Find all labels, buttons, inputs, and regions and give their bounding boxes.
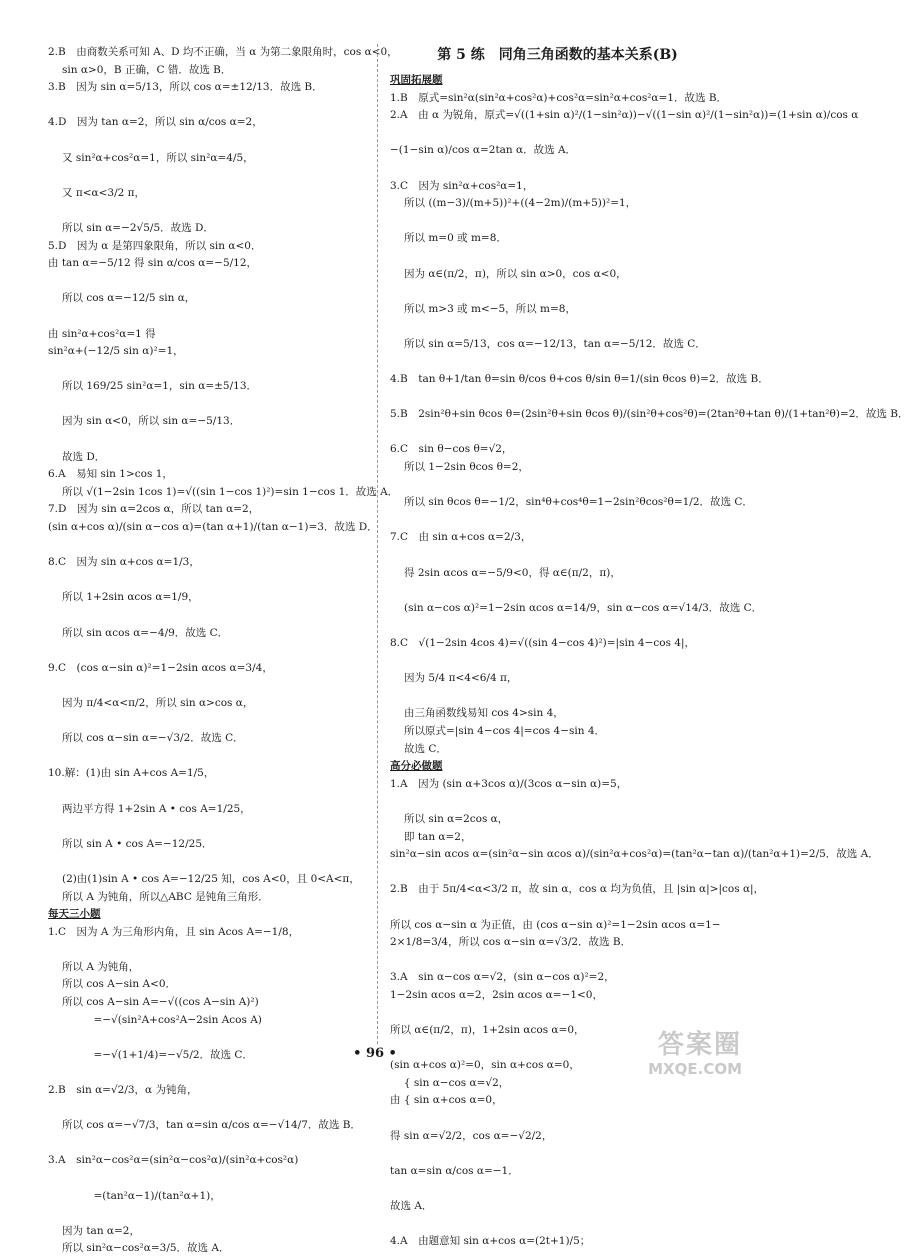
answer-line [390, 512, 725, 530]
answer-line: =−√(1+1/4)=−√5/2．故选 C． [62, 1048, 253, 1061]
answer-line [48, 537, 383, 555]
answer-line: 因为 sin α<0，所以 sin α=−5/13． [62, 415, 241, 428]
answer-line: 2.B 由于 5π/4<α<3/2 π，故 sin α，cos α 均为负值，且 |sin α|>|cos α|， [390, 883, 765, 896]
answer-line: (sin α+cos α)²=0，sin α+cos α=0， [390, 1059, 580, 1072]
answer-line: 所以 sin A • cos A=−12/25． [62, 837, 213, 850]
watermark-text: 答案圈 [657, 1030, 742, 1060]
page-number: • 96 • [353, 1046, 397, 1061]
answer-line: 所以 m>3 或 m<−5，所以 m=8， [404, 302, 576, 315]
answer-line [390, 617, 725, 635]
answer-line: 因为 5/4 π<4<6/4 π， [404, 672, 518, 685]
answer-line: 所以 1−2sin θcos θ=2， [404, 461, 529, 474]
answer-line: 因为 α∈(π/2，π)，所以 sin α>0，cos α<0， [404, 267, 627, 280]
answer-line [48, 642, 383, 660]
answer-line [390, 424, 725, 442]
answer-line: 1.C 因为 A 为三角形内角，且 sin Acos A=−1/8， [48, 925, 300, 938]
answer-line: 1−2sin αcos α=2，2sin αcos α=−1<0， [390, 988, 603, 1001]
answer-line [390, 582, 725, 600]
answer-line: sin²α−sin αcos α=(sin²α−sin αcos α)/(sin²α+cos²α)=(tan²α−tan α)/(tan²α+1)=2/5．故选 A． [390, 848, 879, 861]
answer-line [48, 677, 383, 695]
answer-line: 10.解：(1)由 sin A+cos A=1/5， [48, 767, 215, 780]
answer-line: 所以 α∈(π/2，π)，1+2sin αcos α=0， [390, 1024, 585, 1037]
answer-line [48, 572, 383, 590]
answer-line: 得 2sin αcos α=−5/9<0，得 α∈(π/2，π)， [404, 566, 621, 579]
answer-line: 所以 1+2sin αcos α=1/9， [62, 591, 199, 604]
answer-line [390, 477, 725, 495]
answer-line: 所以 sin α=2cos α， [404, 812, 509, 825]
answer-line: (sin α+cos α)/(sin α−cos α)=(tan α+1)/(tan α−1)=3．故选 D． [48, 521, 378, 534]
answer-line: 因为 π/4<α<π/2，所以 sin α>cos α， [62, 696, 254, 709]
answer-line: 1.B 原式=sin²α(sin²α+cos²α)+cos²α=sin²α+cos²α=1．故选 B． [390, 91, 728, 104]
answer-line: 所以 169/25 sin²α=1，sin α=±5/13． [62, 380, 258, 393]
answer-line: 所以 cos α−sin α=−√3/2．故选 C． [62, 732, 244, 745]
left-column [48, 44, 399, 1258]
answer-line: 所以 A 为钝角， [62, 960, 140, 973]
answer-line: 所以 ((m−3)/(m+5))²+((4−2m)/(m+5))²=1， [404, 197, 637, 210]
answer-line: 所以 cos A−sin A=−√((cos A−sin A)²) [62, 996, 259, 1009]
answer-line: 所以 m=0 或 m=8． [404, 232, 507, 245]
answer-line: 由 sin²α+cos²α=1 得 [48, 327, 156, 340]
answer-line: 因为 tan α=2， [62, 1224, 140, 1237]
answer-line [48, 1135, 383, 1153]
answer-line: −(1−sin α)/cos α=2tan α．故选 A． [390, 144, 577, 157]
answer-line: (2)由(1)sin A • cos A=−12/25 知，cos A<0，且 0<A<π， [62, 872, 360, 885]
answer-line [48, 1170, 383, 1188]
answer-line [48, 818, 383, 836]
answer-line: 又 π<α<3/2 π， [62, 186, 146, 199]
answer-line: 由 { sin α+cos α=0， [390, 1094, 503, 1107]
answer-line [48, 941, 383, 959]
answer-line: 所以 sin α=5/13，cos α=−12/13，tan α=−5/12．故选 C． [404, 337, 706, 350]
answer-line: 由 tan α=−5/12 得 sin α/cos α=−5/12， [48, 257, 258, 270]
answer-line: 3.C 因为 sin²α+cos²α=1， [390, 179, 534, 192]
answer-line: 3.A sin α−cos α=√2，(sin α−cos α)²=2， [390, 971, 615, 984]
answer-line: 1.A 因为 (sin α+3cos α)/(3cos α−sin α)=5， [390, 777, 628, 790]
answer-line: 所以 cos A−sin A<0． [62, 978, 177, 991]
answer-line: 7.D 因为 sin α=2cos α，所以 tan α=2， [48, 503, 260, 516]
answer-line: 所以 A 为钝角，所以△ABC 是钝角三角形． [62, 890, 269, 903]
answer-line [48, 167, 383, 185]
answer-line [48, 713, 383, 731]
answer-line [390, 318, 725, 336]
answer-line: (sin α−cos α)²=1−2sin αcos α=14/9，sin α−cos α=√14/3．故选 C． [404, 601, 763, 614]
answer-line [48, 202, 383, 220]
answer-line [48, 748, 383, 766]
answer-line: 由三角函数线易知 cos 4>sin 4， [404, 707, 564, 720]
answer-line: 即 tan α=2， [404, 830, 472, 843]
answer-line: 所以 cos α=−12/5 sin α， [62, 292, 196, 305]
answer-line: 9.C (cos α−sin α)²=1−2sin αcos α=3/4， [48, 661, 273, 674]
watermark-logo [622, 1030, 742, 1082]
answer-line: 4.A 由题意知 sin α+cos α=(2t+1)/5； [390, 1235, 591, 1248]
answer-line: 6.C sin θ−cos θ=√2， [390, 443, 513, 456]
section-heading: 每天三小题 [48, 908, 101, 921]
answer-line: 所以 √(1−2sin 1cos 1)=√((sin 1−cos 1)²)=sin 1−cos 1．故选 A． [62, 485, 399, 498]
answer-line: tan α=sin α/cos α=−1． [390, 1164, 519, 1177]
answer-line: 8.C √(1−2sin 4cos 4)=√((sin 4−cos 4)²)=|sin 4−cos 4|， [390, 637, 696, 649]
answer-line: 又 sin²α+cos²α=1，所以 sin²α=4/5， [62, 151, 254, 164]
answer-line: 2.A 由 α 为锐角，原式=√((1+sin α)²/(1−sin²α))−√((1−sin α)²/(1−sin²α))=(1+sin α)/cos α [390, 109, 859, 122]
section-heading: 高分必做题 [390, 760, 443, 773]
answer-line [48, 607, 383, 625]
answer-line [390, 160, 725, 178]
answer-line: =−√(sin²A+cos²A−2sin Acos A) [62, 1013, 262, 1026]
watermark-url: MXQE.COM [648, 1060, 742, 1078]
answer-line [390, 213, 725, 231]
answer-line [48, 783, 383, 801]
answer-line: 2.B sin α=√2/3，α 为钝角， [48, 1084, 198, 1097]
answer-line [48, 273, 383, 291]
answer-line [390, 547, 725, 565]
column-divider [377, 44, 378, 1044]
answer-line: =(tan²α−1)/(tan²α+1)， [62, 1189, 221, 1202]
answer-line [390, 653, 725, 671]
answer-line [48, 361, 383, 379]
section-heading: 巩固拓展题 [390, 74, 443, 86]
answer-line: 两边平方得 1+2sin A • cos A=1/25， [62, 802, 251, 815]
answer-line: 故选 C． [404, 742, 447, 755]
answer-line: 3.A sin²α−cos²α=(sin²α−cos²α)/(sin²α+cos²α) [48, 1154, 299, 1167]
answer-line: 所以 cos α−sin α 为正值，由 (cos α−sin α)²=1−2sin αcos α=1− [390, 918, 721, 931]
answer-line: 6.A 易知 sin 1>cos 1， [48, 468, 173, 481]
answer-line [48, 853, 383, 871]
answer-line [48, 1205, 383, 1223]
answer-line [390, 1180, 725, 1198]
answer-line: 所以 sin αcos α=−4/9．故选 C． [62, 626, 229, 639]
answer-line: 3.B 因为 sin α=5/13，所以 cos α=±12/13．故选 B． [48, 81, 323, 94]
answer-line [48, 132, 383, 150]
answer-line: sin²α+(−12/5 sin α)²=1， [48, 345, 184, 358]
answer-line [390, 793, 725, 811]
answer-line: 所以 sin θcos θ=−1/2，sin⁴θ+cos⁴θ=1−2sin²θcos²θ=1/2．故选 C． [404, 496, 753, 509]
answer-line [390, 389, 725, 407]
answer-line [48, 396, 383, 414]
answer-line [390, 952, 725, 970]
answer-line [48, 1100, 383, 1118]
answer-line: 5.B 2sin²θ+sin θcos θ=(2sin²θ+sin θcos θ)/(sin²θ+cos²θ)=(2tan²θ+tan θ)/(1+tan²θ)=2．故选 B． [390, 408, 908, 421]
section-title: 第 5 练 同角三角函数的基本关系(B) [437, 47, 678, 63]
answer-line [390, 1216, 725, 1234]
answer-line: 4.B tan θ+1/tan θ=sin θ/cos θ+cos θ/sin θ=1/(sin θcos θ)=2．故选 B． [390, 373, 769, 386]
answer-line [48, 97, 383, 115]
answer-line [48, 431, 383, 449]
answer-line [390, 1110, 725, 1128]
answer-line: 得 sin α=√2/2，cos α=−√2/2， [390, 1129, 553, 1142]
answer-line [390, 125, 725, 143]
answer-line: 7.C 由 sin α+cos α=2/3， [390, 531, 532, 544]
answer-line: 4.D 因为 tan α=2，所以 sin α/cos α=2， [48, 116, 263, 129]
answer-line [390, 1145, 725, 1163]
answer-line: 故选 A． [390, 1200, 433, 1212]
answer-line: sin α>0，B 正确，C 错．故选 B． [62, 63, 232, 76]
answer-line: 所以 sin²α−cos²α=3/5．故选 A． [62, 1242, 230, 1255]
answer-line: 2.B 由商数关系可知 A、D 均不正确，当 α 为第二象限角时，cos α<0， [48, 46, 398, 58]
answer-line [48, 1029, 383, 1047]
answer-line [390, 688, 725, 706]
answer-line [48, 1064, 383, 1082]
answer-line: 所以 cos α=−√7/3，tan α=sin α/cos α=−√14/7．故选 B． [62, 1119, 361, 1132]
answer-line: 8.C 因为 sin α+cos α=1/3， [48, 556, 200, 569]
answer-line: 2×1/8=3/4，所以 cos α−sin α=√3/2．故选 B． [390, 936, 632, 949]
answer-line: 5.D 因为 α 是第四象限角，所以 sin α<0． [48, 239, 262, 252]
answer-line [48, 308, 383, 326]
answer-line: 所以原式=|sin 4−cos 4|=cos 4−sin 4． [404, 724, 606, 737]
answer-line [390, 354, 725, 372]
answer-line [390, 1004, 725, 1022]
answer-line [390, 899, 725, 917]
answer-line: 故选 D． [62, 450, 106, 463]
answer-line [390, 248, 725, 266]
answer-line [390, 864, 725, 882]
answer-line: { sin α−cos α=√2， [390, 1076, 510, 1089]
answer-line: 所以 sin α=−2√5/5．故选 D． [62, 221, 214, 234]
answer-line [390, 283, 725, 301]
